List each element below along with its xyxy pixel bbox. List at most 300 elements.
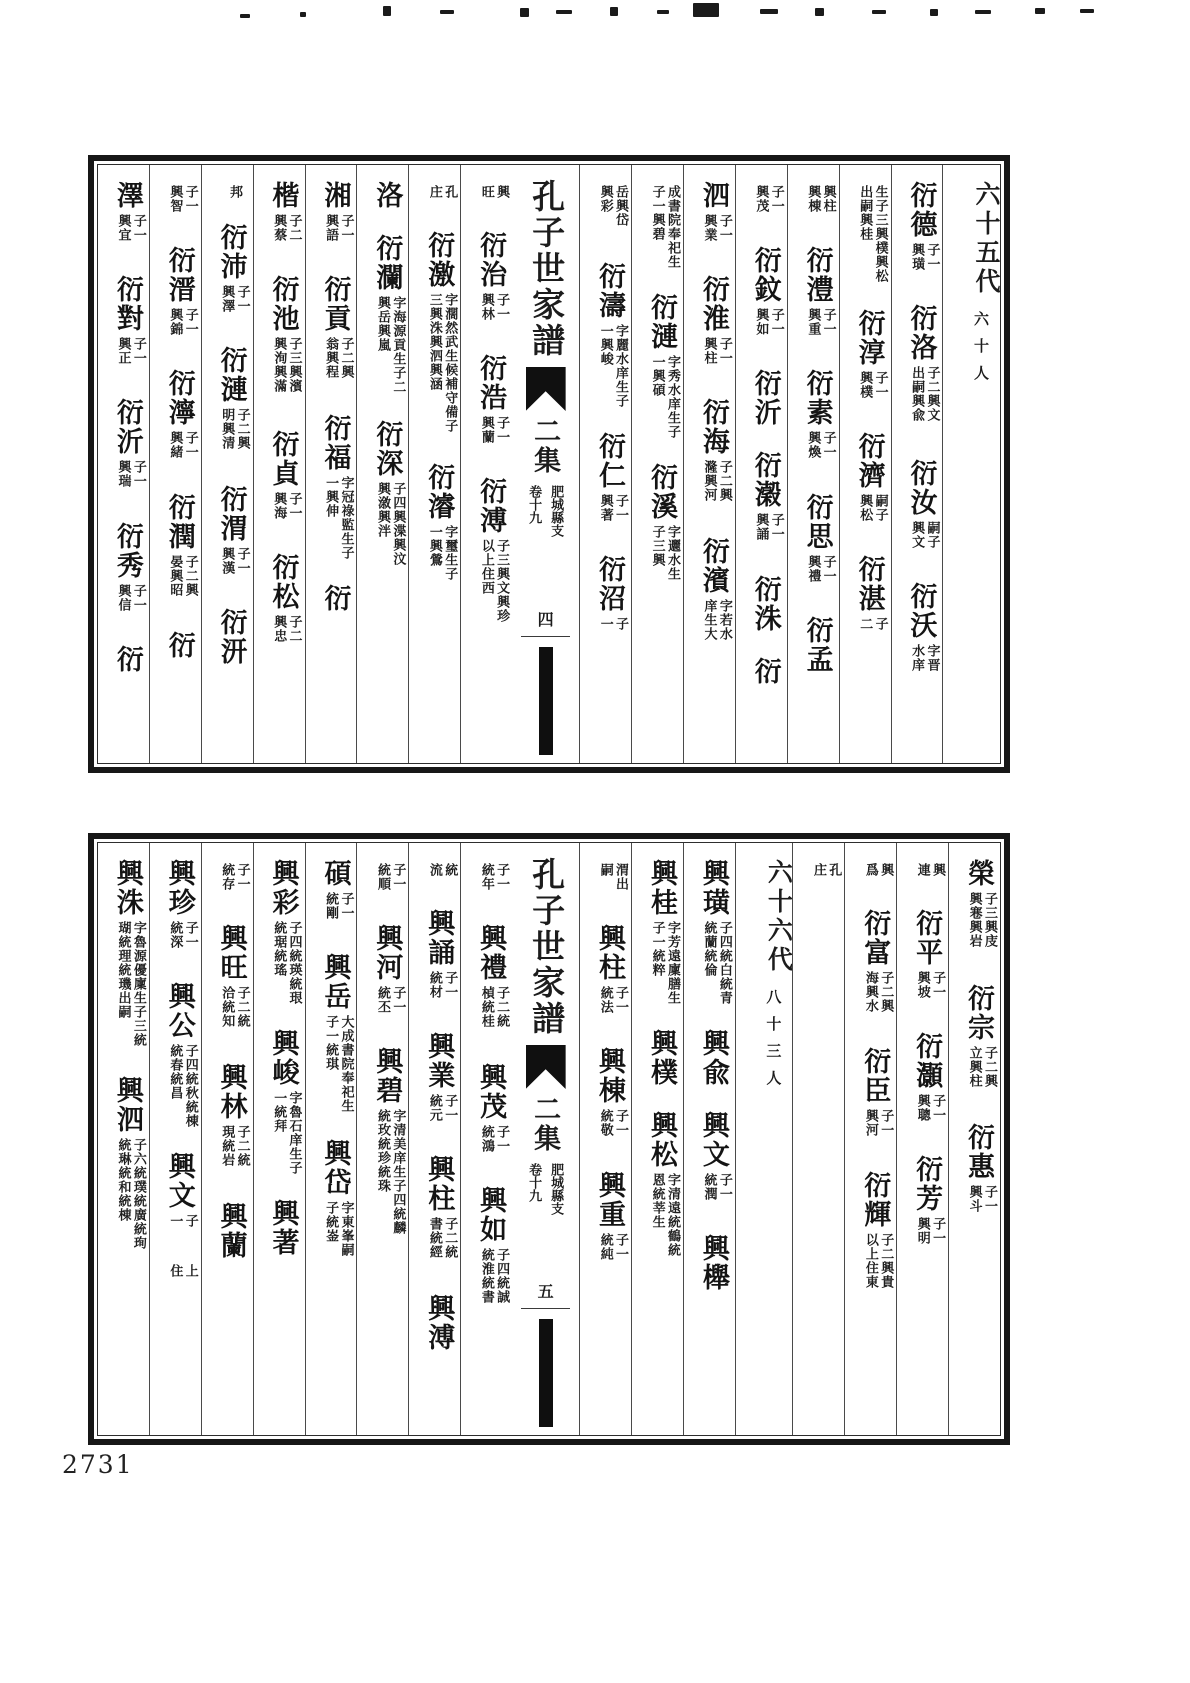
scan-artifact bbox=[1080, 9, 1094, 13]
entry-note: 字邐水生子三興 bbox=[650, 525, 681, 581]
entry-note: 子一 bbox=[598, 616, 630, 631]
entry-gap bbox=[869, 285, 870, 309]
entry bbox=[376, 859, 407, 900]
entry-gap bbox=[921, 280, 922, 304]
entry-note: 子二興貴以上住東 bbox=[863, 1232, 895, 1289]
continuation-note: 子一統年 bbox=[479, 863, 511, 891]
continuation-note: 統流 bbox=[427, 863, 459, 877]
entry-gap bbox=[610, 1147, 611, 1171]
scan-artifact bbox=[872, 10, 886, 14]
folio-divider bbox=[521, 636, 570, 755]
entry-note: 子一興海 bbox=[272, 491, 303, 520]
black-bar bbox=[539, 647, 553, 755]
entry-note: 子一興漢 bbox=[220, 546, 251, 575]
entry-note: 字清美庠生子四統麟統玫統珍統珠 bbox=[376, 1109, 407, 1236]
entry-gap bbox=[979, 1222, 980, 1246]
entry-note: 子一興樸 bbox=[858, 370, 889, 399]
scan-artifact bbox=[1035, 8, 1045, 14]
entry bbox=[320, 953, 355, 1115]
scan-artifact bbox=[440, 10, 454, 14]
entry bbox=[268, 1029, 303, 1175]
volume-and-branch bbox=[525, 1163, 566, 1215]
entry-gap bbox=[231, 584, 232, 608]
ancestor-name: 衍深 bbox=[372, 419, 403, 478]
generation-header-column bbox=[942, 165, 1000, 763]
entry bbox=[698, 1029, 729, 1087]
ancestor-name: 衍洙 bbox=[750, 574, 781, 633]
entry-note: 子一興緒 bbox=[168, 431, 199, 460]
entry-note: 子一興坡 bbox=[915, 970, 947, 999]
entry bbox=[860, 1047, 895, 1146]
entry bbox=[479, 181, 511, 207]
entry bbox=[320, 413, 355, 560]
folio-divider bbox=[521, 1308, 570, 1427]
entry-gap bbox=[179, 1236, 180, 1260]
entry bbox=[268, 429, 303, 529]
entry-gap bbox=[713, 1087, 714, 1111]
entry-gap bbox=[921, 681, 922, 705]
entry-gap bbox=[231, 666, 232, 690]
ancestor-name: 衍松 bbox=[268, 552, 299, 611]
ancestor-name: 衍溥 bbox=[476, 476, 507, 535]
entry-gap bbox=[127, 374, 128, 398]
entry-note: 子一興著 bbox=[598, 493, 630, 522]
genealogy-column bbox=[735, 165, 787, 763]
ancestor-name: 衍淮 bbox=[698, 275, 729, 334]
ancestor-name: 興禮 bbox=[476, 924, 507, 983]
continuation-note: 邦 bbox=[227, 185, 243, 199]
genealogy-column bbox=[631, 843, 683, 1435]
genealogy-column bbox=[305, 843, 357, 1435]
ancestor-name: 興洙 bbox=[112, 859, 143, 917]
entry bbox=[698, 181, 733, 251]
entry-gap bbox=[283, 529, 284, 553]
entry bbox=[268, 552, 303, 652]
entry-gap bbox=[335, 560, 336, 584]
continuation-note: 生子三興樸興松出嗣興桂 bbox=[858, 185, 889, 283]
ancestor-name: 興碧 bbox=[372, 1047, 403, 1106]
entry-gap bbox=[979, 1099, 980, 1123]
entry-gap bbox=[765, 633, 766, 657]
entry-gap bbox=[335, 251, 336, 275]
ancestor-name: 興旺 bbox=[216, 924, 247, 983]
entry-gap bbox=[335, 613, 336, 637]
entry bbox=[595, 261, 630, 408]
entry bbox=[216, 608, 247, 667]
entry bbox=[964, 859, 998, 960]
entry bbox=[906, 458, 941, 558]
entry-gap bbox=[927, 1131, 928, 1155]
entry-gap bbox=[661, 593, 662, 617]
entry-gap bbox=[387, 1023, 388, 1047]
ancestor-name: 泗 bbox=[698, 181, 729, 210]
genealogy-column bbox=[149, 843, 201, 1435]
entry bbox=[698, 275, 733, 374]
entry-note: 子二統楨統桂 bbox=[479, 986, 511, 1029]
entry bbox=[595, 1170, 630, 1270]
volume-label: 卷十九 bbox=[527, 1163, 543, 1202]
entry bbox=[595, 554, 630, 639]
entry-note: 子一興業 bbox=[702, 214, 733, 242]
entry bbox=[216, 1062, 251, 1178]
entry bbox=[854, 431, 889, 531]
entry bbox=[906, 304, 941, 434]
generation-header-column bbox=[735, 843, 793, 1435]
entry-note: 子一統元 bbox=[427, 1093, 459, 1122]
entry-gap bbox=[439, 885, 440, 909]
entry-gap bbox=[610, 238, 611, 262]
genealogy-column bbox=[631, 165, 683, 763]
ancestor-name: 衍漣 bbox=[216, 346, 247, 405]
entry-note: 字晋水庠 bbox=[910, 643, 941, 672]
entry-note: 子三興濱興洵興滿 bbox=[272, 337, 303, 394]
lower-box-columns bbox=[97, 842, 1001, 1436]
entry-note: 子一統敬 bbox=[598, 1109, 630, 1138]
ancestor-name: 興彩 bbox=[268, 859, 299, 917]
entry-note: 子一統剛 bbox=[324, 892, 355, 920]
entry bbox=[912, 908, 947, 1008]
entry-gap bbox=[765, 686, 766, 710]
ancestor-name: 洛 bbox=[372, 181, 403, 210]
entry bbox=[164, 492, 199, 608]
ancestor-name: 衍濲 bbox=[750, 451, 781, 510]
volume-and-branch bbox=[525, 485, 566, 537]
genealogy-column bbox=[253, 843, 305, 1435]
page-number: 2731 bbox=[62, 1450, 134, 1479]
fishtail-ornament bbox=[526, 1045, 566, 1089]
entry-note: 大成書院奉祀生子一統琪 bbox=[324, 1015, 355, 1114]
genealogy-column bbox=[253, 165, 305, 763]
genealogy-column bbox=[839, 165, 891, 763]
genealogy-column bbox=[305, 165, 357, 763]
entry-gap bbox=[661, 1257, 662, 1281]
continuation-note: 興連 bbox=[915, 863, 947, 877]
entry bbox=[424, 1031, 459, 1131]
entry-note: 子一興澤 bbox=[220, 285, 251, 313]
entry-note: 子二興明興清 bbox=[220, 408, 251, 451]
entry bbox=[320, 181, 355, 251]
entry-note: 子一統法 bbox=[598, 986, 630, 1015]
entry-note: 子二興翁興程 bbox=[324, 337, 355, 380]
continuation-note: 興旺 bbox=[479, 185, 511, 199]
work-title: 孔子世家譜 bbox=[527, 857, 564, 1037]
genealogy-column bbox=[408, 843, 460, 1435]
scan-artifact bbox=[610, 7, 618, 16]
entry bbox=[112, 181, 147, 251]
entry-gap bbox=[610, 531, 611, 555]
folio-number: 四 bbox=[537, 612, 554, 629]
entry-note: 子一興蘭 bbox=[479, 415, 511, 444]
entry-gap bbox=[491, 623, 492, 647]
entry bbox=[750, 574, 781, 633]
ancestor-name: 興文 bbox=[698, 1111, 729, 1169]
entry-gap bbox=[127, 251, 128, 275]
entry-note: 字若水庠生大 bbox=[702, 599, 733, 642]
entry-gap bbox=[491, 207, 492, 231]
entry-gap bbox=[231, 1178, 232, 1202]
entry-gap bbox=[387, 396, 388, 420]
genealogy-column bbox=[356, 165, 408, 763]
entry-note: 子二統書統經 bbox=[427, 1216, 459, 1259]
entry-note: 子一興語 bbox=[324, 214, 355, 242]
entry bbox=[906, 181, 941, 280]
entry-gap bbox=[869, 639, 870, 663]
entry bbox=[168, 1260, 199, 1286]
entry bbox=[476, 924, 511, 1039]
entry-gap bbox=[439, 1131, 440, 1155]
black-bar bbox=[539, 1319, 553, 1427]
genealogy-column bbox=[201, 165, 253, 763]
entry bbox=[476, 353, 511, 453]
ancestor-name: 衍惠 bbox=[964, 1123, 994, 1182]
entry bbox=[216, 924, 251, 1039]
entry bbox=[268, 181, 303, 251]
entry-note: 子三興庋興寋興岩 bbox=[967, 892, 998, 948]
ancestor-name: 衍臣 bbox=[860, 1047, 891, 1106]
ancestor-name: 衍淳 bbox=[854, 308, 885, 367]
ancestor-name: 興峻 bbox=[268, 1029, 299, 1087]
entry bbox=[912, 1154, 947, 1254]
entry-gap bbox=[765, 345, 766, 369]
entry-gap bbox=[713, 251, 714, 275]
entry-gap bbox=[661, 1005, 662, 1029]
entry bbox=[164, 246, 199, 345]
entry-note: 子一興重 bbox=[806, 308, 837, 337]
entry-gap bbox=[875, 1023, 876, 1047]
entry-gap bbox=[610, 900, 611, 924]
ancestor-name: 榮 bbox=[964, 859, 994, 888]
entry-gap bbox=[491, 330, 492, 354]
continuation-note: 孔庄 bbox=[811, 863, 843, 877]
entry bbox=[216, 484, 251, 584]
entry-note: 子一興聰 bbox=[915, 1093, 947, 1122]
collection-title: 二集 bbox=[530, 1095, 561, 1153]
ancestor-name: 衍潤 bbox=[164, 492, 195, 551]
entry bbox=[802, 246, 837, 345]
entry bbox=[164, 1152, 199, 1236]
entry-gap bbox=[921, 558, 922, 582]
entry-note: 子三興文興珍以上住西 bbox=[479, 538, 511, 623]
entry-gap bbox=[817, 674, 818, 698]
entry-note: 子一興柱 bbox=[702, 337, 733, 366]
entry bbox=[476, 1186, 511, 1316]
entry-note: 子一興林 bbox=[479, 292, 511, 321]
entry-note: 子一統材 bbox=[427, 970, 459, 999]
entry bbox=[112, 521, 147, 621]
entry-note: 子二興海興水 bbox=[863, 970, 895, 1013]
ancestor-name: 衍浩 bbox=[476, 353, 507, 412]
ancestor-name: 衍沂 bbox=[750, 369, 781, 428]
entry-gap bbox=[335, 1269, 336, 1293]
genealogy-column bbox=[579, 843, 631, 1435]
ancestor-name: 衍素 bbox=[802, 369, 833, 428]
entry-gap bbox=[283, 1257, 284, 1281]
ancestor-name: 澤 bbox=[112, 181, 143, 210]
ancestor-name: 衍濱 bbox=[698, 537, 729, 596]
ancestor-name: 衍汝 bbox=[906, 458, 937, 517]
ancestor-name: 興泗 bbox=[112, 1075, 143, 1134]
continuation-note: 興爲 bbox=[863, 863, 895, 877]
genealogy-column bbox=[356, 843, 408, 1435]
entry-gap bbox=[179, 607, 180, 631]
genealogy-column bbox=[149, 165, 201, 763]
ancestor-name: 興公 bbox=[164, 982, 195, 1041]
continuation-note: 岳興岱興彩 bbox=[598, 185, 630, 227]
entry-gap bbox=[387, 566, 388, 590]
entry bbox=[476, 476, 511, 623]
entry-gap bbox=[179, 1128, 180, 1152]
entry bbox=[424, 1154, 459, 1270]
ancestor-name: 衍貢 bbox=[320, 275, 351, 334]
ancestor-name: 興林 bbox=[216, 1062, 247, 1121]
entry-gap bbox=[335, 1115, 336, 1139]
entry bbox=[476, 1062, 511, 1162]
entry-note: 子一統丕 bbox=[376, 986, 407, 1015]
entry bbox=[964, 984, 998, 1099]
scan-artifact bbox=[556, 10, 572, 14]
upper-box-columns bbox=[97, 164, 1001, 764]
entry bbox=[216, 1201, 247, 1260]
entry-gap bbox=[610, 639, 611, 663]
entry-note: 子四興渫興汶興漵興泮 bbox=[376, 481, 407, 566]
lower-genealogy-box bbox=[88, 833, 1010, 1445]
continuation-note: 子一興茂 bbox=[754, 185, 785, 213]
entry-gap bbox=[817, 592, 818, 616]
entry-note: 字璽生子一興鶯 bbox=[427, 524, 459, 581]
entry bbox=[168, 181, 199, 222]
folio-number: 五 bbox=[537, 1284, 554, 1301]
continuation-note: 孔庄 bbox=[427, 185, 459, 199]
entry bbox=[854, 554, 889, 639]
genealogy-column bbox=[579, 165, 631, 763]
entry-note: 字魯石庠生子一統拜 bbox=[272, 1091, 303, 1175]
entry-gap bbox=[921, 435, 922, 459]
continuation-note: 子一興智 bbox=[168, 185, 199, 213]
ancestor-name: 衍池 bbox=[268, 275, 299, 334]
ancestor-name: 碩 bbox=[320, 859, 351, 888]
entry bbox=[754, 181, 785, 222]
entry bbox=[216, 346, 251, 461]
entry-note: 子四統秋統棟統春統昌 bbox=[168, 1044, 199, 1129]
entry bbox=[424, 230, 459, 439]
entry-note: 子一統潤 bbox=[702, 1173, 733, 1201]
genealogy-column bbox=[948, 843, 1000, 1435]
entry-note: 子二興立興柱 bbox=[967, 1046, 998, 1089]
genealogy-column bbox=[683, 843, 735, 1435]
ancestor-name: 衍渭 bbox=[216, 484, 247, 543]
genealogy-column bbox=[460, 843, 512, 1435]
entry bbox=[964, 1123, 998, 1222]
entry-note: 字清遠統鶴統恩統莘生 bbox=[650, 1173, 681, 1257]
entry bbox=[424, 908, 459, 1008]
entry-gap bbox=[713, 1210, 714, 1234]
generation-title: 六十五代 bbox=[972, 181, 999, 297]
entry-gap bbox=[439, 1270, 440, 1294]
entry-gap bbox=[439, 207, 440, 231]
entry bbox=[698, 1234, 729, 1293]
scan-artifact bbox=[815, 8, 824, 16]
ancestor-name: 興櫸 bbox=[698, 1234, 729, 1293]
ancestor-name: 衍秀 bbox=[112, 521, 143, 580]
entry-note: 子一興信 bbox=[116, 583, 147, 612]
ancestor-name: 興溥 bbox=[424, 1293, 455, 1352]
genealogy-column bbox=[683, 165, 735, 763]
ancestor-name: 衍澧 bbox=[802, 246, 833, 305]
ancestor-name: 衍汧 bbox=[216, 608, 247, 667]
entry-note: 字麗水庠生子一興峻 bbox=[598, 323, 630, 408]
entry-gap bbox=[661, 1087, 662, 1111]
ancestor-name: 興文 bbox=[164, 1152, 195, 1211]
entry-gap bbox=[127, 498, 128, 522]
entry bbox=[646, 1111, 681, 1257]
entry-gap bbox=[127, 1052, 128, 1076]
entry bbox=[424, 1293, 455, 1352]
entry bbox=[112, 1075, 147, 1253]
ancestor-name: 衍瀾 bbox=[372, 234, 403, 292]
entry-gap bbox=[765, 222, 766, 246]
entry-note: 子一興斗 bbox=[967, 1185, 998, 1214]
entry bbox=[698, 1111, 733, 1210]
entry-note: 子二興忠 bbox=[272, 614, 303, 643]
entry-gap bbox=[127, 674, 128, 698]
entry-gap bbox=[491, 453, 492, 477]
ancestor-name: 衍濘 bbox=[164, 369, 195, 428]
entry bbox=[595, 1047, 630, 1146]
entry-gap bbox=[713, 374, 714, 398]
ancestor-name: 衍平 bbox=[912, 908, 943, 967]
entry-note: 嗣子興文 bbox=[910, 520, 941, 549]
ancestor-name: 衍沃 bbox=[906, 581, 937, 640]
entry-gap bbox=[179, 1285, 180, 1309]
entry-gap bbox=[439, 439, 440, 463]
entry-note: 子四統白統青統蘭統倫 bbox=[702, 921, 733, 1005]
entry bbox=[427, 181, 459, 207]
entry-gap bbox=[823, 885, 824, 909]
entry-gap bbox=[491, 1162, 492, 1186]
entry-gap bbox=[387, 1240, 388, 1264]
genealogy-column bbox=[201, 843, 253, 1435]
entry bbox=[164, 631, 195, 661]
entry-note: 子一興璜 bbox=[910, 243, 941, 271]
entry bbox=[268, 859, 303, 1005]
entry-note: 子一興煥 bbox=[806, 431, 837, 460]
ancestor-name: 興著 bbox=[268, 1199, 299, 1257]
genealogy-column bbox=[460, 165, 512, 763]
entry bbox=[268, 1199, 299, 1257]
ancestor-name: 衍對 bbox=[112, 275, 143, 334]
entry-gap bbox=[979, 960, 980, 984]
ancestor-name: 衍 bbox=[750, 656, 781, 686]
entry bbox=[320, 1138, 355, 1269]
entry-gap bbox=[179, 345, 180, 369]
ancestor-name: 衍輝 bbox=[860, 1170, 891, 1229]
entry bbox=[806, 181, 837, 222]
continuation-note: 上住 bbox=[168, 1263, 199, 1278]
entry-gap bbox=[927, 1008, 928, 1032]
entry-note: 子四統誠統淮統書 bbox=[479, 1248, 511, 1305]
entry-gap bbox=[439, 1008, 440, 1032]
entry-gap bbox=[875, 885, 876, 909]
ancestor-name: 衍激 bbox=[424, 230, 455, 289]
entry-note: 子一興瑞 bbox=[116, 460, 147, 489]
scan-artifact bbox=[240, 14, 250, 18]
ancestor-name: 衍貞 bbox=[268, 429, 299, 488]
entry-gap bbox=[127, 1253, 128, 1277]
entry-note: 子一興明 bbox=[915, 1216, 947, 1245]
ancestor-name: 衍 bbox=[164, 631, 195, 661]
ancestor-name: 衍濬 bbox=[424, 462, 455, 521]
ancestor-name: 衍漣 bbox=[646, 293, 677, 351]
